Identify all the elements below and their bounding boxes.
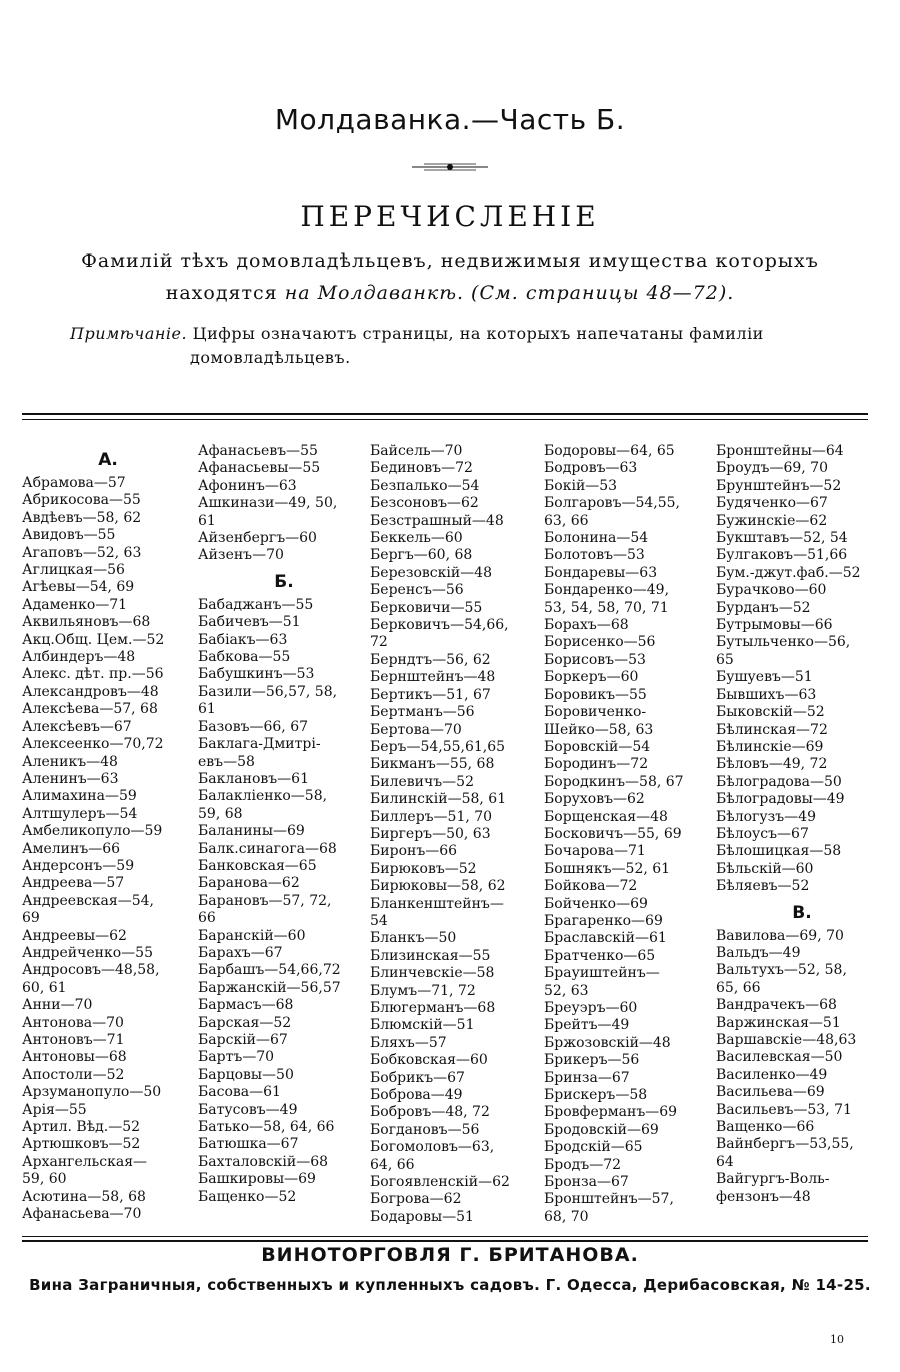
index-entry: Борисовъ—53 <box>544 651 646 668</box>
index-entry: Биллеръ—51, 70 <box>370 808 493 825</box>
index-entry: Бикманъ—55, 68 <box>370 756 495 773</box>
note-text: Цифры означаютъ страницы, на которыхъ напечатаны фамиліи <box>187 324 764 343</box>
index-entry: Болгаровъ—54,55, 63, 66 <box>544 495 681 529</box>
index-entry: Бабичевъ—51 <box>198 614 301 631</box>
index-entry: Бринза—67 <box>544 1069 630 1086</box>
index-entry: Амбеликопуло—59 <box>22 823 163 840</box>
index-entry: Бронштейны—64 <box>716 443 844 459</box>
index-entry: Александровъ—48 <box>22 683 159 700</box>
index-entry: Бертова—70 <box>370 721 462 738</box>
index-entry: Борисенко—56 <box>544 634 656 651</box>
index-entry: Бронштейнъ—57, 68, 70 <box>544 1191 674 1225</box>
index-entry: Бутрымовы—66 <box>716 617 833 634</box>
index-entry: Батюшка—67 <box>198 1136 299 1153</box>
advertisement-text: Вина Заграничныя, собственныхъ и купленныхъ садовъ. Г. Одесса, Дерибасовская, № 14-25. <box>29 1276 871 1294</box>
index-entry: Бутыльченко—56, 65 <box>716 634 851 668</box>
index-entry: Биронъ—66 <box>370 843 458 860</box>
index-entry: Бошнякъ—52, 61 <box>544 860 671 877</box>
index-entry: Барановъ—57, 72, 66 <box>198 892 332 927</box>
index-entry: Богдановъ—56 <box>370 1121 480 1138</box>
index-entry: Антонова—70 <box>22 1014 124 1031</box>
index-entry: Барцовы—50 <box>198 1066 294 1083</box>
section-letter: А. <box>98 450 118 470</box>
index-entry: Боркеръ—60 <box>544 669 639 686</box>
index-entry: Башкировы—69 <box>198 1171 316 1188</box>
index-entry: Баклановъ—61 <box>198 770 309 787</box>
section-letter: Б. <box>274 571 294 592</box>
index-entry: Бѣляевъ—52 <box>716 878 810 895</box>
index-entry: Борщенская—48 <box>544 808 668 825</box>
index-entry: Бединовъ—72 <box>370 460 473 477</box>
index-entry: Брагаренко—69 <box>544 912 663 929</box>
bottom-rule-thick <box>22 1240 868 1242</box>
index-entry: Брунштейнъ—52 <box>716 477 842 494</box>
index-entry: Бреуэръ—60 <box>544 1000 638 1016</box>
index-entry: Аленикъ—48 <box>22 753 118 770</box>
index-entry: Бланкенштейнъ— 54 <box>370 895 504 929</box>
index-entry: Бровферманъ—69 <box>544 1104 678 1121</box>
index-entry: Бурачково—60 <box>716 582 827 599</box>
index-entry: Бродъ—72 <box>544 1156 622 1173</box>
index-entry: Братченко—65 <box>544 947 656 964</box>
index-entry: Алимахина—59 <box>22 788 137 805</box>
index-entry: Афанасьевъ—55 <box>198 443 318 459</box>
index-entry: Бѣлоградовы—49 <box>716 791 845 808</box>
index-entry: Бодровъ—63 <box>544 460 638 477</box>
index-entry: Архангельская— 59, 60 <box>22 1153 148 1188</box>
index-entry: Бернштейнъ—48 <box>370 669 496 686</box>
index-entry: Балк.синагога—68 <box>198 840 337 857</box>
index-entry: Бабкова—55 <box>198 649 291 666</box>
index-entry: Баланины—69 <box>198 823 305 840</box>
index-entry: Вайгургъ-Воль- фензонъ—48 <box>716 1171 830 1205</box>
index-entry: Беккель—60 <box>370 530 463 547</box>
index-entry: Браславскій—61 <box>544 930 667 947</box>
index-entry: Бобрикъ—67 <box>370 1069 465 1086</box>
index-entry: Боровскій—54 <box>544 738 651 755</box>
index-entry: Абрикосова—55 <box>22 492 141 509</box>
index-entry: Булгаковъ—51,66 <box>716 547 848 564</box>
index-entry: Бочарова—71 <box>544 843 646 860</box>
index-entry: Бурданъ—52 <box>716 599 811 616</box>
index-entry: Биргеръ—50, 63 <box>370 825 491 842</box>
index-entry: Броудъ—69, 70 <box>716 460 828 477</box>
index-entry: Вандрачекъ—68 <box>716 997 837 1014</box>
index-entry: Аглицкая—56 <box>22 562 125 579</box>
index-entry: Бащенко—52 <box>198 1188 297 1205</box>
subtitle-line-2 <box>0 282 900 304</box>
index-entry: Бабаджанъ—55 <box>198 596 314 613</box>
index-entry: Аквильяновъ—68 <box>22 614 151 631</box>
index-entry: Близинская—55 <box>370 947 491 964</box>
index-entry: Амелинъ—66 <box>22 840 121 857</box>
index-entry: Акц.Общ. Цем.—52 <box>22 631 165 648</box>
index-entry: Алтшулеръ—54 <box>22 805 138 822</box>
index-entry: Беръ—54,55,61,65 <box>370 738 506 755</box>
page-title: Молдаванка.—Часть Б. <box>274 103 626 136</box>
index-entry: Боброва—49 <box>370 1087 463 1104</box>
index-entry: Брикеръ—56 <box>544 1052 640 1069</box>
index-entry: Бужинскіе—62 <box>716 512 828 529</box>
index-entry: Барбашъ—54,66,72 <box>198 962 341 979</box>
index-entry: Барскій—67 <box>198 1032 288 1048</box>
index-entry: Базили—56,57, 58, 61 <box>198 683 338 718</box>
index-entry: Березовскій—48 <box>370 564 492 581</box>
index-entry: Брейтъ—49 <box>544 1017 630 1034</box>
index-entry: Агѣевы—54, 69 <box>22 579 135 596</box>
index-entry: Боровиченко- Шейко—58, 63 <box>544 704 654 738</box>
index-entry: Барахъ—67 <box>198 944 283 961</box>
index-entry: Бабіакъ—63 <box>198 631 288 648</box>
index-entry: Вайнбергъ—53,55, 64 <box>716 1136 854 1170</box>
section-heading: ПЕРЕЧИСЛЕНІЕ <box>300 200 600 233</box>
advertisement-title: ВИНОТОРГОВЛЯ Г. БРИТАНОВА. <box>261 1244 639 1266</box>
index-entry: Бармасъ—68 <box>198 997 294 1014</box>
note <box>70 322 840 370</box>
index-entry: Афанасьева—70 <box>22 1206 142 1223</box>
index-entry: Баранскій—60 <box>198 927 306 944</box>
index-entry: Ващенко—66 <box>716 1119 815 1136</box>
subtitle-line-1: Фамилій тѣхъ домовладѣльцевъ, недвижимыя имущества которыхъ <box>81 250 819 272</box>
index-entry: Андерсонъ—59 <box>22 857 135 874</box>
note-label: Примѣчаніе. <box>70 324 188 343</box>
index-entry: Апостоли—52 <box>22 1066 125 1083</box>
index-entry: Безстрашный—48 <box>370 512 504 529</box>
index-entry: Бывшихъ—63 <box>716 686 817 703</box>
index-entry: Богоявленскій—62 <box>370 1174 510 1191</box>
index-entry: Василевская—50 <box>716 1049 843 1066</box>
index-entry: Бѣловъ—49, 72 <box>716 756 828 773</box>
index-column-3 <box>370 443 542 1226</box>
index-entry: Бржозовскій—48 <box>544 1034 671 1051</box>
index-entry: Бѣлогузъ—49 <box>716 808 816 825</box>
index-entry: Букштавъ—52, 54 <box>716 530 848 547</box>
index-entry: Айзенъ—70 <box>198 547 284 564</box>
page-number: 10 <box>830 1333 844 1346</box>
index-entry: Бородинъ—72 <box>544 756 649 773</box>
index-entry: Берковичи—55 <box>370 599 483 616</box>
index-entry: Бѣлинская—72 <box>716 721 828 738</box>
index-entry: Босковичъ—55, 69 <box>544 825 682 842</box>
index-entry: Бѣлоградова—50 <box>716 773 842 790</box>
index-entry: Бахталовскій—68 <box>198 1153 329 1170</box>
index-entry: Брискеръ—58 <box>544 1087 648 1104</box>
index-entry: Блюгерманъ—68 <box>370 1000 496 1016</box>
index-entry: Богрова—62 <box>370 1191 462 1208</box>
index-column-1 <box>22 443 194 1223</box>
index-entry: Асютина—58, 68 <box>22 1188 146 1205</box>
index-entry: Билевичъ—52 <box>370 773 474 790</box>
index-entry: Бродовскій—69 <box>544 1121 659 1138</box>
index-entry: Бирюковы—58, 62 <box>370 878 506 895</box>
index-entry: Анни—70 <box>22 997 93 1014</box>
index-entry: Алекс. дѣт. пр.—56 <box>22 666 164 683</box>
index-entry: Базовъ—66, 67 <box>198 718 309 735</box>
index-entry: Бушуевъ—51 <box>716 669 813 686</box>
index-entry: Баржанскій—56,57 <box>198 979 341 996</box>
index-entry: Варшавскіе—48,63 <box>716 1032 857 1048</box>
subtitle-prefix: находятся <box>165 282 285 304</box>
index-entry: Банковская—65 <box>198 857 317 874</box>
index-entry: Бокій—53 <box>544 477 618 494</box>
index-entry: Байсель—70 <box>370 443 463 459</box>
index-entry: Блюмскій—51 <box>370 1017 475 1034</box>
index-entry: Бертманъ—56 <box>370 704 475 721</box>
index-entry: Билинскій—58, 61 <box>370 791 507 808</box>
index-entry: Афонинъ—63 <box>198 477 297 494</box>
index-entry: Болонина—54 <box>544 530 649 547</box>
index-entry: Бородкинъ—58, 67 <box>544 773 684 790</box>
index-entry: Болотовъ—53 <box>544 547 645 564</box>
index-entry: Батько—58, 64, 66 <box>198 1119 335 1136</box>
subtitle-italic: на Молдаванкѣ. (См. страницы 48—72). <box>284 282 735 304</box>
index-column-4 <box>544 443 716 1226</box>
index-entry: Васильева—69 <box>716 1084 825 1101</box>
index-entry: Беренсъ—56 <box>370 582 464 599</box>
index-entry: Андрейченко—55 <box>22 944 153 961</box>
index-entry: Брауиштейнъ— 52, 63 <box>544 965 660 999</box>
bottom-rule-thin <box>22 1236 868 1237</box>
index-entry: Бодоровы—64, 65 <box>544 443 675 459</box>
index-entry: Вальдъ—49 <box>716 944 801 961</box>
index-entry: Бѣлоусъ—67 <box>716 825 809 842</box>
top-rule-thin <box>22 419 868 420</box>
index-entry: Бергъ—60, 68 <box>370 547 473 564</box>
index-entry: Афанасьевы—55 <box>198 460 321 477</box>
index-entry: Бродскій—65 <box>544 1139 643 1156</box>
index-entry: Авидовъ—55 <box>22 527 116 544</box>
index-entry: Артюшковъ—52 <box>22 1136 141 1153</box>
top-rule-thick <box>22 413 868 415</box>
index-entry: Борахъ—68 <box>544 617 629 634</box>
index-entry: Блинчевскіе—58 <box>370 965 495 982</box>
index-entry: Балакліенко—58, 59, 68 <box>198 788 328 822</box>
index-entry: Ашкинази—49, 50, 61 <box>198 495 338 529</box>
index-entry: Боруховъ—62 <box>544 791 645 808</box>
index-entry: Агаповъ—52, 63 <box>22 544 142 561</box>
index-entry: Андросовъ—48,58, 60, 61 <box>22 962 160 996</box>
index-entry: Бронза—67 <box>544 1174 629 1191</box>
index-entry: Адаменко—71 <box>22 596 128 613</box>
index-entry: Алексѣева—57, 68 <box>22 701 158 718</box>
index-entry: Бѣлинскіе—69 <box>716 738 824 755</box>
index-entry: Андреева—57 <box>22 875 125 892</box>
index-entry: Боровикъ—55 <box>544 686 647 703</box>
index-entry: Бляхъ—57 <box>370 1034 447 1051</box>
note-text-continued: домовладѣльцевъ. <box>190 348 351 367</box>
index-entry: Авдѣевъ—58, 62 <box>22 509 142 526</box>
index-entry: Арія—55 <box>22 1101 87 1118</box>
index-entry: Вавилова—69, 70 <box>716 927 844 944</box>
index-entry: Бѣлошицкая—58 <box>716 843 842 860</box>
index-entry: Берковичъ—54,66, 72 <box>370 617 509 651</box>
index-entry: Баранова—62 <box>198 875 300 892</box>
index-entry: Антоновы—68 <box>22 1049 127 1066</box>
index-entry: Андреевы—62 <box>22 927 127 944</box>
index-entry: Бобковская—60 <box>370 1052 488 1069</box>
index-entry: Баклага-Дмитрі- евъ—58 <box>198 736 321 770</box>
index-entry: Албиндеръ—48 <box>22 649 136 666</box>
index-entry: Басова—61 <box>198 1084 281 1101</box>
index-entry: Бойкова—72 <box>544 878 638 895</box>
index-entry: Бойченко—69 <box>544 895 648 912</box>
index-entry: Бартъ—70 <box>198 1049 275 1066</box>
index-entry: Барская—52 <box>198 1014 292 1031</box>
index-entry: Васильевъ—53, 71 <box>716 1101 852 1118</box>
index-entry: Берндтъ—56, 62 <box>370 651 491 668</box>
index-column-5 <box>716 443 888 1206</box>
index-entry: Блумъ—71, 72 <box>370 982 476 999</box>
index-entry: Аленинъ—63 <box>22 770 119 787</box>
index-entry: Богомоловъ—63, 64, 66 <box>370 1139 495 1173</box>
index-column-2 <box>198 443 370 1206</box>
index-entry: Бондаренко—49, 53, 54, 58, 70, 71 <box>544 582 670 616</box>
index-entry: Бондаревы—63 <box>544 564 658 581</box>
index-entry: Бодаровы—51 <box>370 1208 474 1225</box>
index-entry: Андреевская—54, 69 <box>22 892 155 927</box>
ornament-divider <box>410 160 490 174</box>
index-entry: Алексеенко—70,72 <box>22 736 164 753</box>
index-entry: Бѣльскій—60 <box>716 860 814 877</box>
index-entry: Василенко—49 <box>716 1066 828 1083</box>
index-entry: Бабушкинъ—53 <box>198 666 315 683</box>
index-entry: Безпалько—54 <box>370 477 480 494</box>
index-entry: Бум.-джут.фаб.—52 <box>716 564 861 581</box>
index-entry: Варжинская—51 <box>716 1014 841 1031</box>
index-entry: Будяченко—67 <box>716 495 828 512</box>
index-entry: Быковскій—52 <box>716 704 825 721</box>
index-entry: Бланкъ—50 <box>370 930 457 947</box>
index-entry: Антоновъ—71 <box>22 1032 125 1048</box>
index-entry: Бобровъ—48, 72 <box>370 1104 490 1121</box>
index-entry: Артил. Вѣд.—52 <box>22 1119 141 1136</box>
index-entry: Абрамова—57 <box>22 475 126 491</box>
index-entry: Безсоновъ—62 <box>370 495 479 512</box>
section-letter: В. <box>792 902 812 923</box>
index-entry: Бертикъ—51, 67 <box>370 686 491 703</box>
index-entry: Бирюковъ—52 <box>370 860 477 877</box>
index-entry: Арзуманопуло—50 <box>22 1084 162 1101</box>
index-entry: Батусовъ—49 <box>198 1101 298 1118</box>
index-entry: Вальтухъ—52, 58, 65, 66 <box>716 962 847 996</box>
index-entry: Айзенбергъ—60 <box>198 530 317 547</box>
index-entry: Алексѣевъ—67 <box>22 718 132 735</box>
